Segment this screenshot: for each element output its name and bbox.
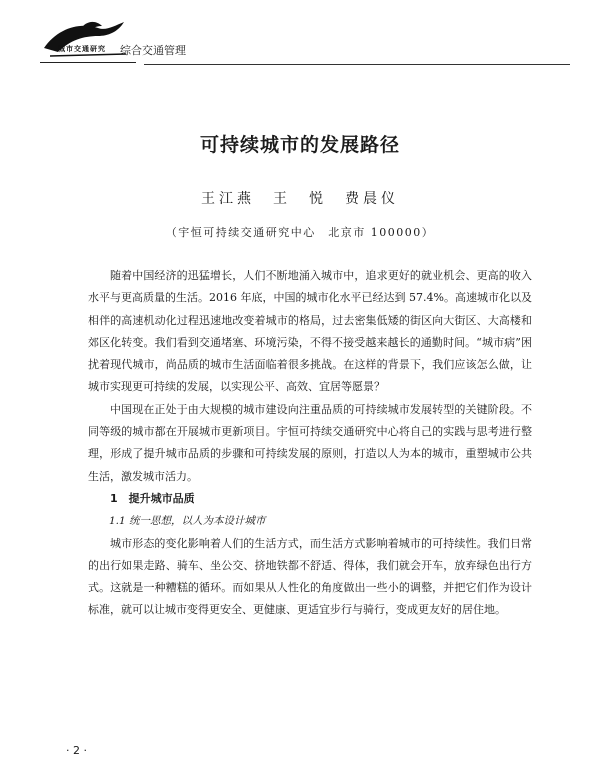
article-title: 可持续城市的发展路径	[199, 134, 400, 156]
article-authors: 王江燕 王 悦 费晨仪	[201, 191, 399, 207]
body-paragraph-1: 随着中国经济的迅猛增长，人们不断地涌入城市中，追求更好的就业机会、更高的收入水平与更高质量的生活。2016 年底，中国的城市化水平已经达到 57.4%。高速城市化以及相伴的高速机动化过程迅速地改变着城市的格局，过去密集低矮的街区向大街区、大高楼和郊区化转变。我们看到交通堵塞、环境污染，不得不接受越来越长的通勤时间。“城市病”困扰着现代城市，尚品质的城市生活面临着很多挑战。在这样的背景下，我们应该怎么做，让城市实现更可持续的发展，以实现公平、高效、宜居等愿景？	[88, 269, 532, 394]
logo-text: 城市交通研究	[58, 45, 106, 53]
article-affiliation: （宇恒可持续交通研究中心 北京市 100000）	[165, 226, 435, 239]
body-paragraph-2: 中国现在正处于由大规模的城市建设向注重品质的可持续城市发展转型的关键阶段。不同等级的城市都在开展城市更新项目。宇恒可持续交通研究中心将自己的实践与思考进行整理，形成了提升城市品质的步骤和可持续发展的原则，打造以人为本的城市，重塑城市公共生活，激发城市活力。	[88, 402, 532, 483]
page-header	[40, 18, 570, 68]
journal-name: 综合交通管理	[120, 44, 186, 57]
journal-logo	[40, 18, 130, 62]
section-heading: 1 提升城市品质	[110, 491, 195, 505]
logo-graphic	[40, 18, 130, 62]
header-rule-left	[40, 62, 136, 63]
article-body	[88, 265, 532, 622]
subsection-heading: 1.1 统一思想，以人为本设计城市	[109, 515, 266, 528]
header-rule-right	[144, 64, 570, 65]
body-paragraph-3: 城市形态的变化影响着人们的生活方式，而生活方式影响着城市的可持续性。我们日常的出行如果走路、骑车、坐公交、挤地铁都不舒适、得体，我们就会开车，放弃绿色出行方式。这就是一种糟糕的循环。而如果从人性化的角度做出一些小的调整，并把它们作为设计标准，就可以让城市变得更安全、更健康、更适宜步行与骑行，变成更友好的居住地。	[88, 536, 532, 617]
page-number: · 2 ·	[66, 744, 87, 757]
